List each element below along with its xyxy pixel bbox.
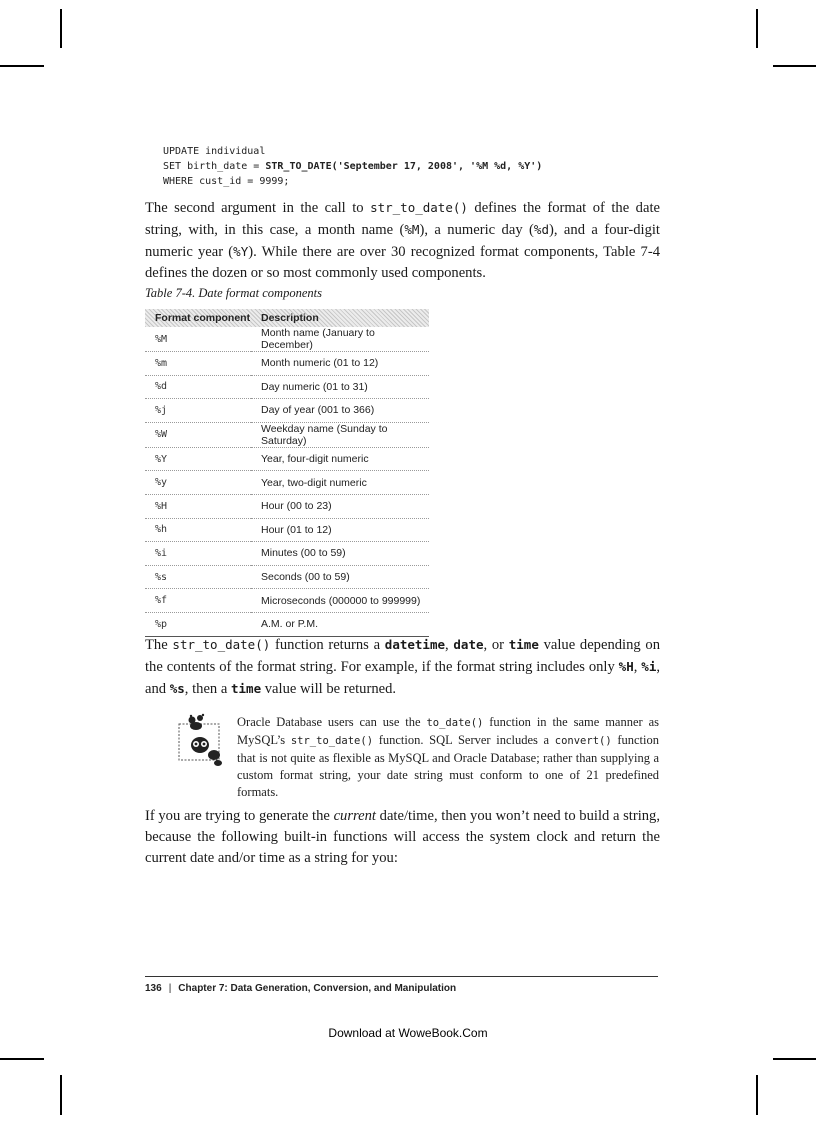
- table-row: [145, 447, 429, 471]
- code-line: UPDATE individual: [163, 146, 266, 157]
- sql-code-block: [163, 144, 683, 189]
- text: value will be returned.: [261, 681, 397, 697]
- format-description: Microseconds (000000 to 999999): [251, 589, 429, 613]
- column-header: Description: [251, 309, 429, 327]
- inline-code: str_to_date(): [370, 200, 468, 215]
- text: ), and a four-digit numeric year (: [145, 222, 660, 260]
- crop-mark: [60, 1075, 62, 1115]
- emphasis: current: [333, 808, 376, 824]
- page-number: 136: [145, 983, 162, 994]
- format-description: Year, two-digit numeric: [251, 471, 429, 495]
- text: If you are trying to generate the: [145, 808, 334, 824]
- footer-rule: [145, 976, 658, 977]
- crop-mark: [756, 1075, 758, 1115]
- text: , then a: [184, 681, 231, 697]
- inline-code: convert(): [554, 735, 612, 747]
- format-code: %j: [145, 399, 251, 423]
- page-footer: [145, 983, 456, 994]
- format-code: %h: [145, 518, 251, 542]
- format-code: %d: [145, 375, 251, 399]
- format-description: Hour (00 to 23): [251, 494, 429, 518]
- format-description: Month numeric (01 to 12): [251, 352, 429, 376]
- inline-code: date: [453, 637, 484, 652]
- format-description: Minutes (00 to 59): [251, 542, 429, 566]
- chapter-title: Chapter 7: Data Generation, Conversion, and Manipulation: [178, 983, 457, 994]
- inline-code: %Y: [233, 244, 249, 259]
- format-description: Hour (01 to 12): [251, 518, 429, 542]
- table-row: [145, 518, 429, 542]
- inline-code: to_date(): [426, 717, 484, 729]
- text: ,: [633, 659, 642, 675]
- format-code: %W: [145, 422, 251, 447]
- table-row: [145, 589, 429, 613]
- text: function. SQL Server includes a: [373, 733, 555, 747]
- text: value depending on the contents of the format string. For example, if the format string includes only: [145, 637, 661, 675]
- table-row: [145, 542, 429, 566]
- inline-code: %d: [533, 222, 549, 237]
- format-code: %Y: [145, 447, 251, 471]
- crop-mark: [0, 65, 44, 67]
- inline-code: %H: [618, 659, 634, 674]
- format-code: %M: [145, 327, 251, 352]
- crop-mark: [60, 9, 62, 48]
- format-code: %f: [145, 589, 251, 613]
- text: date/time, then you won’t need to build a string, because the following built-in functions will access the system clock and return the current date and/or time as a string for you:: [145, 808, 661, 866]
- inline-code: time: [231, 681, 262, 696]
- paragraph: [145, 197, 660, 284]
- crop-mark: [756, 9, 758, 48]
- text: , and: [145, 659, 661, 697]
- format-description: Month name (January to December): [251, 327, 429, 352]
- column-header: Format component: [145, 309, 251, 327]
- format-code: %y: [145, 471, 251, 495]
- format-description: Day of year (001 to 366): [251, 399, 429, 423]
- note-text: [237, 714, 659, 801]
- table-row: [145, 494, 429, 518]
- inline-code: %M: [404, 222, 420, 237]
- text: ), a numeric day (: [419, 222, 534, 238]
- code-line: WHERE cust_id = 9999;: [163, 176, 290, 187]
- text: Oracle Database users can use the: [237, 715, 427, 729]
- format-code: %H: [145, 494, 251, 518]
- format-code: %p: [145, 612, 251, 636]
- format-code: %i: [145, 542, 251, 566]
- paragraph: [145, 806, 660, 869]
- text: function returns a: [270, 637, 385, 653]
- inline-code: str_to_date(): [172, 637, 271, 652]
- table-row: [145, 422, 429, 447]
- format-description: Weekday name (Sunday to Saturday): [251, 422, 429, 447]
- text: , or: [483, 637, 509, 653]
- inline-code: %i: [641, 659, 657, 674]
- text: ). While there are over 30 recognized format components, Table 7-4 defines the dozen or so most commonly used components.: [145, 244, 660, 281]
- crop-mark: [0, 1058, 44, 1060]
- table-row: [145, 471, 429, 495]
- format-description: Day numeric (01 to 31): [251, 375, 429, 399]
- table-row: [145, 375, 429, 399]
- code-line-prefix: SET birth_date =: [163, 161, 266, 172]
- table-caption: Table 7-4. Date format components: [145, 286, 322, 300]
- crop-mark: [773, 65, 816, 67]
- format-code: %s: [145, 565, 251, 589]
- date-format-table: [145, 309, 429, 637]
- paragraph: [145, 634, 660, 700]
- table-row: [145, 399, 429, 423]
- tarsier-note-icon: [178, 713, 228, 771]
- format-code: %m: [145, 352, 251, 376]
- table-row: [145, 565, 429, 589]
- inline-code: %s: [169, 681, 185, 696]
- text: The second argument in the call to: [145, 200, 371, 216]
- text: defines the format of the date string, with, in this case, a month name (: [145, 200, 660, 238]
- download-watermark: Download at WoweBook.Com: [328, 1026, 488, 1040]
- footer-separator: |: [168, 983, 172, 994]
- text: The: [145, 637, 173, 653]
- table-row: [145, 612, 429, 636]
- text: function that is not quite as flexible as MySQL and Oracle Database; rather than supplying a custom format string, your date string must conform to one of 21 predefined formats.: [237, 733, 659, 799]
- crop-mark: [773, 1058, 816, 1060]
- table-header-row: [145, 309, 429, 327]
- text: function in the same manner as MySQL’s: [237, 715, 659, 747]
- inline-code: time: [508, 637, 539, 652]
- format-description: Year, four-digit numeric: [251, 447, 429, 471]
- table-row: [145, 327, 429, 352]
- text: ,: [445, 637, 454, 653]
- table-row: [145, 352, 429, 376]
- inline-code: datetime: [384, 637, 446, 652]
- code-line-bold: STR_TO_DATE('September 17, 2008', '%M %d, %Y'): [265, 161, 543, 172]
- inline-code: str_to_date(): [290, 735, 374, 747]
- format-description: A.M. or P.M.: [251, 612, 429, 636]
- format-description: Seconds (00 to 59): [251, 565, 429, 589]
